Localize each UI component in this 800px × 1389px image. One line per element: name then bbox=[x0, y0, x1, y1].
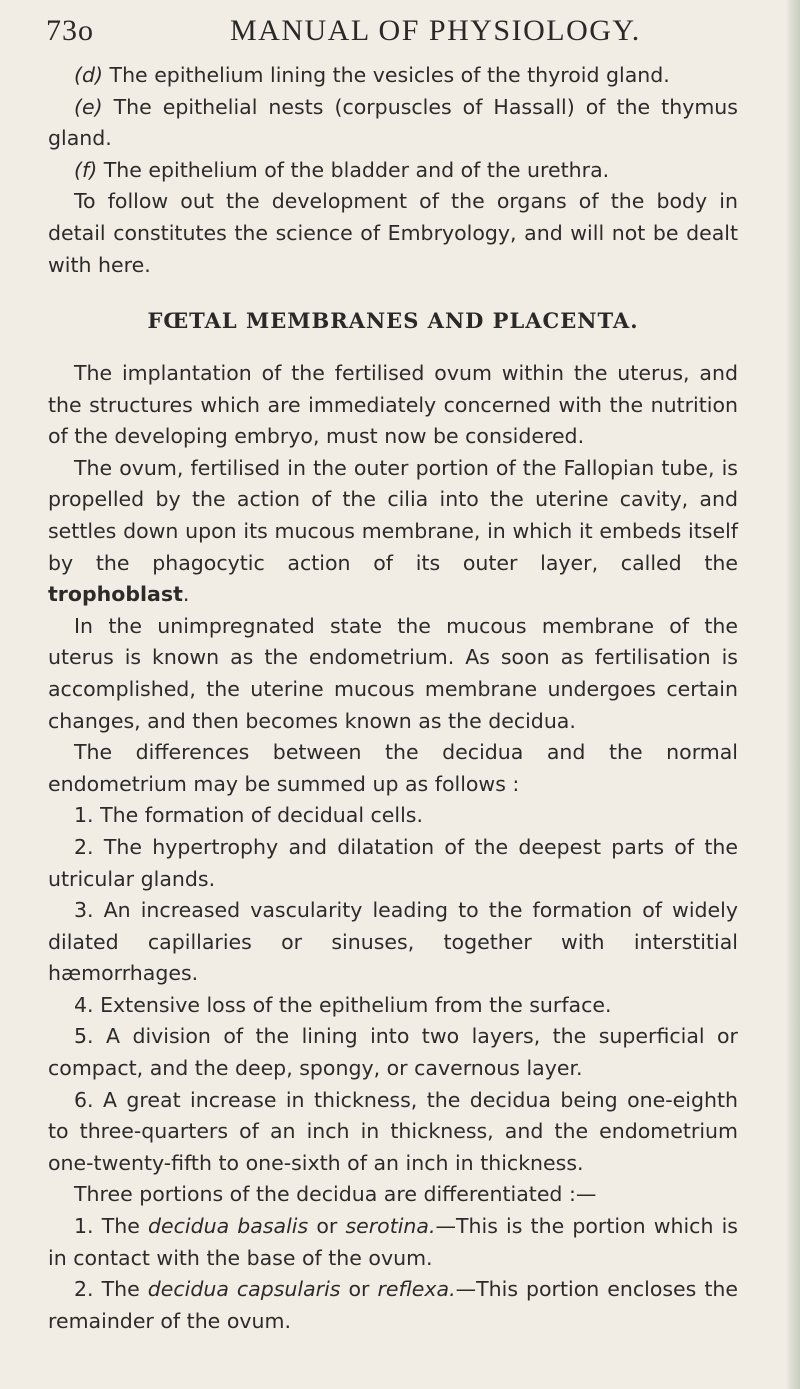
section-heading: FŒTAL MEMBRANES AND PLACENTA. bbox=[147, 308, 639, 333]
running-header bbox=[46, 14, 756, 54]
list-item-f: (f) The epithelium of the bladder and of the urethra. bbox=[74, 157, 610, 182]
paragraph-portions: Three portions of the decidua are differentiated :— bbox=[74, 1182, 597, 1207]
difference-item: 2. The hypertrophy and dilatation of the deepest parts of the utricular glands. bbox=[48, 834, 738, 891]
difference-item: 6. A great increase in thickness, the decidua being one-eighth to three-quarters of an inch in thickness, and the endometrium one-twenty-fifth to one-sixth of an inch in thickness. bbox=[48, 1087, 738, 1175]
section-body bbox=[48, 358, 738, 1337]
paragraph-implantation: The implantation of the fertilised ovum within the uterus, and the structures which are immediately concerned with the nutrition of the developing embryo, must now be considered. bbox=[48, 361, 738, 449]
portion-item: 2. The decidua capsularis or reflexa.—This portion encloses the remainder of the ovum. bbox=[48, 1277, 738, 1333]
paragraph-ovum: The ovum, fertilised in the outer portion of the Fallopian tube, is propelled by the action of the cilia into the uterine cavity, and settles down upon its mucous membrane, in which it embeds itself by the phagocytic action of its outer layer, called the trophoblast. bbox=[48, 455, 738, 607]
page-number: 73o bbox=[46, 14, 94, 47]
portion-item: 1. The decidua basalis or serotina.—This is the portion which is in contact with the base of the ovum. bbox=[48, 1214, 738, 1270]
list-item-d: (d) The epithelium lining the vesicles of the thyroid gland. bbox=[74, 63, 670, 87]
page-edge-shadow bbox=[786, 0, 800, 1389]
difference-item: 3. An increased vascularity leading to the formation of widely dilated capillaries or sinuses, together with interstitial hæmorrhages. bbox=[48, 898, 738, 986]
running-title: MANUAL OF PHYSIOLOGY. bbox=[230, 14, 641, 47]
top-list bbox=[48, 60, 738, 281]
list-item-e: (e) The epithelial nests (corpuscles of Hassall) of the thymus gland. bbox=[48, 94, 738, 151]
term-trophoblast: trophoblast bbox=[48, 582, 183, 607]
paragraph-differences: The differences between the decidua and the normal endometrium may be summed up as follows : bbox=[48, 740, 738, 796]
difference-item: 5. A division of the lining into two layers, the superficial or compact, and the deep, spongy, or cavernous layer. bbox=[48, 1024, 738, 1081]
embryology-paragraph: To follow out the development of the organs of the body in detail constitutes the science of Embryology, and will not be dealt with here. bbox=[48, 189, 738, 277]
paragraph-endometrium: In the unimpregnated state the mucous membrane of the uterus is known as the endometrium. As soon as fertilisation is accomplished, the uterine mucous membrane undergoes certain changes, and then becomes known as the decidua. bbox=[48, 613, 738, 733]
difference-item: 1. The formation of decidual cells. bbox=[74, 803, 423, 828]
difference-item: 4. Extensive loss of the epithelium from the surface. bbox=[74, 992, 612, 1017]
